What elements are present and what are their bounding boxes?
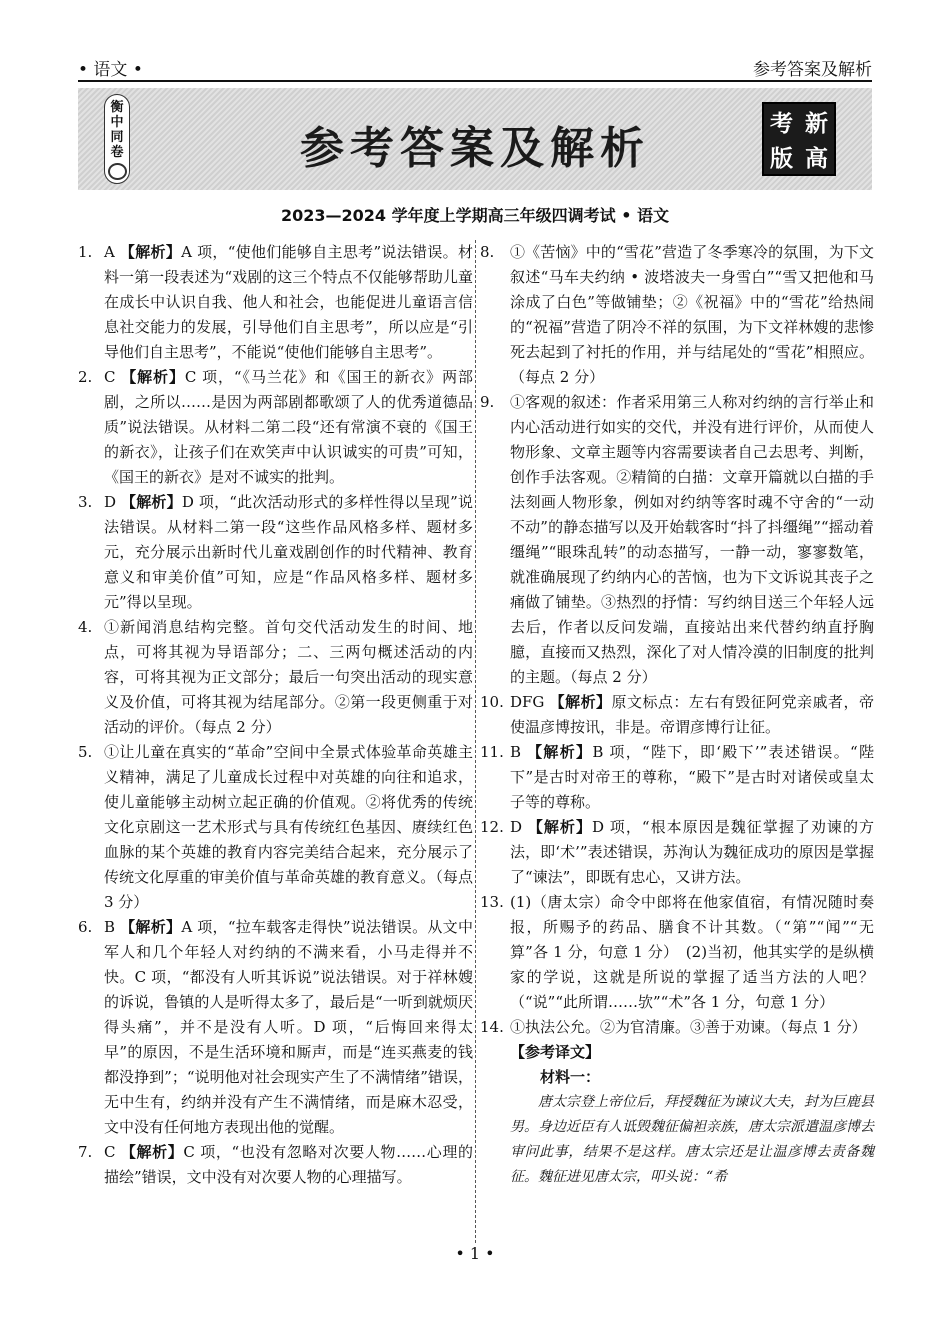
answer-body: ①《苦恼》中的“雪花”营造了冬季寒冷的氛围，为下文叙述“马车夫约纳 • 波塔波夫一身雪白”“雪又把他和马涂成了白色”等做铺垫；②《祝福》中的“雪花”给热闹的“祝福”营造了阴冷不祥的氛围，为下文祥林嫂的悲惨死去起到了衬托的作用，并与结尾处的“雪花”相照应。（每点 2 分）	[510, 243, 874, 386]
answer-choice: DFG	[510, 693, 545, 711]
answer-text	[510, 390, 874, 690]
answer-item	[78, 490, 473, 615]
answer-body: (1)（唐太宗）命令中郎将在他家值宿，有情况随时奏报，所赐予的药品、膳食不计其数。（“第”“闻”“无算”各 1 分，句意 1 分） (2)当初，他其实学的是纵横家的学说，这就是所说的掌握了适当方法的人吧？（“说”“此所谓……欤”“术”各 1 分，句意 1 分）	[510, 893, 874, 1011]
analysis-tag: 【解析】	[120, 1143, 184, 1161]
answer-item	[480, 390, 874, 690]
answer-text	[510, 690, 874, 740]
answer-body: A 项，“使他们能够自主思考”说法错误。材料一第一段表述为“戏剧的这三个特点不仅能够帮助儿童在成长中认识自我、他人和社会，也能促进儿童语言信息社交能力的发展，引导他们自主思考”，所以应是“引导他们自主思考”，不能说“使他们能够自主思考”。	[104, 243, 473, 361]
answer-item	[480, 815, 874, 890]
answer-text	[104, 915, 473, 1140]
answer-text	[510, 240, 874, 390]
answer-item	[480, 690, 874, 740]
answer-body: ①执法公允。②为官清廉。③善于劝谏。（每点 1 分）	[510, 1018, 867, 1036]
answer-item	[78, 365, 473, 490]
answer-body: A 项，“拉车载客走得快”说法错误。从文中军人和几个年轻人对约纳的不满来看，小马走得并不快。C 项，“都没有人听其诉说”说法错误。对于祥林嫂的诉说，鲁镇的人是听得太多了，最后是“一听到就烦厌得头痛”，并不是没有人听。D 项，“后悔回来得太早”的原因，不是生活环境和厮声，而是“连买燕麦的钱都没挣到”；“说明他对社会现实产生了不满情绪”错误，无中生有，约纳并没有产生不满情绪，而是麻木忍受，文中没有任何地方表现出他的觉醒。	[104, 918, 473, 1136]
answer-item	[480, 240, 874, 390]
stamp-char: 高	[805, 146, 828, 172]
analysis-tag: 【解析】	[527, 818, 592, 836]
seal-char: 卷	[110, 145, 124, 160]
header-section-title: 参考答案及解析	[753, 60, 872, 80]
answer-body: ①新闻消息结构完整。首句交代活动发生的时间、地点，可将其视为导语部分；二、三两句概述活动的内容，可将其视为正文部分；最后一句突出活动的现实意义及价值，可将其视为结尾部分。②第一段更侧重于对活动的评价。（每点 2 分）	[104, 618, 473, 736]
analysis-tag: 【解析】	[121, 493, 182, 511]
answer-text	[104, 240, 473, 365]
analysis-tag: 【解析】	[549, 693, 612, 711]
answer-number: 6.	[78, 918, 93, 936]
answer-body: D 项，“此次活动形式的多样性得以呈现”说法错误。从材料二第一段“这些作品风格多样、题材多元，充分展示出新时代儿童戏剧创作的时代精神、教育意义和审美价值”可知，应是“作品风格多样、题材多元”得以呈现。	[104, 493, 473, 611]
answer-number: 10.	[480, 693, 504, 711]
answer-text	[104, 1140, 473, 1190]
reference-title: 【参考译文】	[510, 1043, 601, 1061]
analysis-tag: 【解析】	[527, 743, 593, 761]
answer-item	[78, 1140, 473, 1190]
answer-number: 13.	[480, 893, 504, 911]
answer-item	[78, 240, 473, 365]
stamp-char: 考	[770, 111, 793, 137]
answer-body: ①让儿童在真实的“革命”空间中全景式体验革命英雄主义精神，满足了儿童成长过程中对英雄的向往和追求，使儿童能够主动树立起正确的价值观。②将优秀的传统文化京剧这一艺术形式与具有传统红色基因、赓续红色血脉的某个英雄的教育内容完美结合起来，充分展示了传统文化厚重的审美价值与革命英雄的教育意义。（每点 3 分）	[104, 743, 473, 911]
stamp-logo	[762, 102, 836, 176]
answer-body: 原文标点：左右有毁征阿党亲戚者，帝使温彦博按讯，非是。帝谓彦博行让征。	[510, 693, 874, 736]
stamp-char: 版	[770, 146, 793, 172]
answer-choice: D	[510, 818, 523, 836]
answer-item	[78, 740, 473, 915]
answer-number: 9.	[480, 393, 495, 411]
answer-choice: D	[104, 493, 117, 511]
answer-text	[104, 490, 473, 615]
answer-body: C 项，“也没有忽略对次要人物……心理的描绘”错误，文中没有对次要人物的心理描写。	[104, 1143, 473, 1186]
seal-char: 同	[110, 130, 124, 145]
answer-text	[104, 365, 473, 490]
seal-char: 中	[110, 115, 124, 130]
answer-number: 14.	[480, 1018, 504, 1036]
left-column	[78, 240, 473, 1190]
answer-number: 4.	[78, 618, 93, 636]
answer-number: 12.	[480, 818, 504, 836]
analysis-tag: 【解析】	[121, 368, 185, 386]
answer-number: 7.	[78, 1143, 93, 1161]
right-answer-list	[480, 240, 874, 1040]
answer-body: D 项，“根本原因是魏征掌握了劝谏的方法，即‘术’”表述错误，苏洵认为魏征成功的原因是掌握了“谏法”，即既有忠心，又讲方法。	[510, 818, 874, 886]
answer-text	[510, 1015, 874, 1040]
answer-item	[480, 890, 874, 1015]
analysis-tag: 【解析】	[120, 918, 182, 936]
answer-item	[480, 740, 874, 815]
stamp-char: 新	[805, 111, 828, 137]
answer-number: 2.	[78, 368, 93, 386]
material-label: 材料一：	[540, 1068, 601, 1086]
answer-text	[104, 740, 473, 915]
right-column	[480, 240, 874, 1190]
answer-choice: C	[104, 1143, 116, 1161]
header-subject: • 语文 •	[78, 60, 143, 80]
answer-item	[78, 915, 473, 1140]
answer-text	[510, 740, 874, 815]
answer-number: 11.	[480, 743, 504, 761]
analysis-tag: 【解析】	[119, 243, 182, 261]
answer-choice: C	[104, 368, 116, 386]
page-number: • 1 •	[455, 1244, 495, 1263]
answer-item	[480, 1015, 874, 1040]
answer-number: 8.	[480, 243, 495, 261]
answer-choice: B	[510, 743, 522, 761]
answer-text	[510, 815, 874, 890]
answer-choice: A	[104, 243, 115, 261]
banner-title: 参考答案及解析	[300, 123, 650, 174]
answer-number: 5.	[78, 743, 93, 761]
answer-item	[78, 615, 473, 740]
seal-char: 衡	[110, 100, 124, 115]
column-divider	[475, 240, 476, 1243]
exam-subtitle: 2023—2024 学年度上学期高三年级四调考试 • 语文	[280, 206, 669, 225]
answer-body: C 项，“《马兰花》和《国王的新衣》两部剧，之所以……是因为两部剧都歌颂了人的优秀道德品质”说法错误。从材料二第二段“还有常演不衰的《国王的新衣》，让孩子们在欢笑声中认识诚实的可贵”可知，《国王的新衣》是对不诚实的批判。	[104, 368, 473, 486]
answer-body: B 项，“陛下，即‘殿下’”表述错误。“陛下”是古时对帝王的尊称，“殿下”是古时对诸侯或皇太子等的尊称。	[510, 743, 874, 811]
header-rule	[78, 80, 872, 82]
reference-translation: 唐太宗登上帝位后，拜授魏征为谏议大夫，封为巨鹿县男。身边近臣有人诋毁魏征偏袒亲族，唐太宗派遣温彦博去审问此事，结果不是这样。唐太宗还是让温彦博去责备魏征。魏征进见唐太宗，叩头说：“希	[510, 1094, 874, 1185]
answer-text	[104, 615, 473, 740]
answer-choice: B	[104, 918, 116, 936]
answer-body: ①客观的叙述：作者采用第三人称对约纳的言行举止和内心活动进行如实的交代，并没有进行评价，从而使人物形象、文章主题等内容需要读者自己去思考、判断，创作手法客观。②精简的白描：文章开篇就以白描的手法刻画人物形象，例如对约纳等客时魂不守舍的“一动不动”的静态描写以及开始载客时“抖了抖缰绳”“摇动着缰绳”“眼珠乱转”的动态描写，一静一动，寥寥数笔，就准确展现了约纳内心的苦恼，也为下文诉说其丧子之痛做了铺垫。③热烈的抒情：写约纳目送三个年轻人远去后，作者以反问发端，直接站出来代替约纳直抒胸臆，直接而又热烈，深化了对人情冷漠的旧制度的批判的主题。（每点 2 分）	[510, 393, 874, 686]
answer-number: 1.	[78, 243, 93, 261]
answer-number: 3.	[78, 493, 93, 511]
answer-text	[510, 890, 874, 1015]
